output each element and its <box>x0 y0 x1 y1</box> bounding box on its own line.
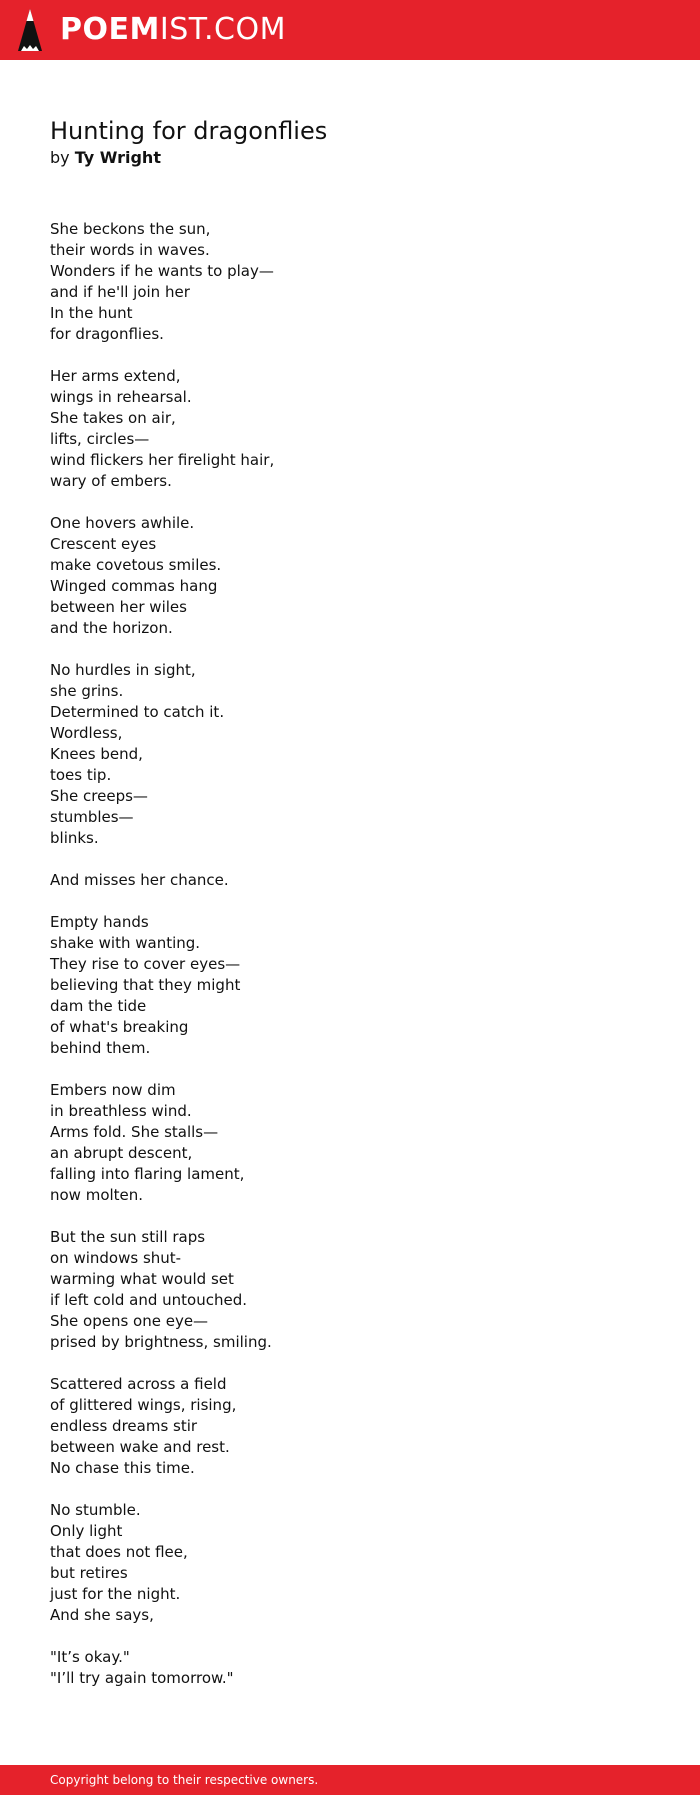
poem-line: just for the night. <box>50 1585 181 1603</box>
poem-line: She opens one eye— <box>50 1312 209 1330</box>
poem-line: Winged commas hang <box>50 577 218 595</box>
poem-line: No stumble. <box>50 1501 141 1519</box>
poem-line: No hurdles in sight, <box>50 661 196 679</box>
poem-line: falling into flaring lament, <box>50 1165 245 1183</box>
poem-body <box>50 219 650 1710</box>
poem-line: wind flickers her firelight hair, <box>50 451 275 469</box>
logo-bold-text: POEM <box>60 12 160 47</box>
poem-line: Wordless, <box>50 724 123 742</box>
poem-line: and if he'll join her <box>50 283 190 301</box>
poem-line: In the hunt <box>50 304 133 322</box>
poem-line: She creeps— <box>50 787 148 805</box>
poem-line: she grins. <box>50 682 124 700</box>
poem-line: but retires <box>50 1564 128 1582</box>
poem-line: She beckons the sun, <box>50 220 211 238</box>
poem-line: in breathless wind. <box>50 1102 192 1120</box>
logo-light-text: IST.COM <box>159 12 286 47</box>
poem-line: Scattered across a field <box>50 1375 227 1393</box>
poem-line: between her wiles <box>50 598 187 616</box>
poem-line: make covetous smiles. <box>50 556 222 574</box>
poem-line: on windows shut- <box>50 1249 182 1267</box>
poem-stanza <box>50 1500 650 1626</box>
poem-line: if left cold and untouched. <box>50 1291 247 1309</box>
poem-stanza <box>50 1647 650 1689</box>
poem-line: blinks. <box>50 829 99 847</box>
poem-line: warming what would set <box>50 1270 234 1288</box>
site-logo[interactable] <box>60 13 286 47</box>
poem-byline <box>50 146 161 170</box>
poem-line: wary of embers. <box>50 472 172 490</box>
poem-line: that does not flee, <box>50 1543 188 1561</box>
pencil-logo-icon[interactable] <box>18 9 42 51</box>
poem-line: Determined to catch it. <box>50 703 225 721</box>
poem-line: dam the tide <box>50 997 147 1015</box>
poem-stanza <box>50 513 650 639</box>
poem-line: Crescent eyes <box>50 535 157 553</box>
poem-line: Wonders if he wants to play— <box>50 262 274 280</box>
poem-line: Her arms extend, <box>50 367 181 385</box>
site-header <box>0 0 700 60</box>
poem-stanza <box>50 660 650 849</box>
poem-line: of glittered wings, rising, <box>50 1396 237 1414</box>
poem-line: between wake and rest. <box>50 1438 230 1456</box>
poem-line: Knees bend, <box>50 745 143 763</box>
poem-line: toes tip. <box>50 766 112 784</box>
poem-line: And misses her chance. <box>50 871 229 889</box>
poem-line: lifts, circles— <box>50 430 150 448</box>
poem-stanza <box>50 870 650 891</box>
poem-line: Only light <box>50 1522 123 1540</box>
poem-line: She takes on air, <box>50 409 176 427</box>
poem-stanza <box>50 912 650 1059</box>
poem-line: prised by brightness, smiling. <box>50 1333 272 1351</box>
poem-stanza <box>50 219 650 345</box>
poem-line: shake with wanting. <box>50 934 201 952</box>
poem-line: Arms fold. She stalls— <box>50 1123 219 1141</box>
poem-line: "It’s okay." <box>50 1648 130 1666</box>
poem-line: One hovers awhile. <box>50 514 195 532</box>
poem-line: No chase this time. <box>50 1459 195 1477</box>
poem-stanza <box>50 1080 650 1206</box>
poem-line: But the sun still raps <box>50 1228 206 1246</box>
copyright-text: Copyright belong to their respective owners. <box>50 1773 319 1787</box>
poem-line: They rise to cover eyes— <box>50 955 241 973</box>
poem-line: of what's breaking <box>50 1018 189 1036</box>
poem-line: "I’ll try again tomorrow." <box>50 1669 234 1687</box>
by-label: by <box>50 148 70 167</box>
poem-line: believing that they might <box>50 976 241 994</box>
poem-line: an abrupt descent, <box>50 1144 193 1162</box>
poem-line: endless dreams stir <box>50 1417 198 1435</box>
author-name: Ty Wright <box>74 148 161 167</box>
site-footer <box>0 1765 700 1795</box>
poem-stanza <box>50 1374 650 1479</box>
poem-line: And she says, <box>50 1606 154 1624</box>
poem-stanza <box>50 366 650 492</box>
poem-line: their words in waves. <box>50 241 210 259</box>
poem-line: and the horizon. <box>50 619 173 637</box>
poem-line: behind them. <box>50 1039 151 1057</box>
poem-stanza <box>50 1227 650 1353</box>
poem-line: stumbles— <box>50 808 134 826</box>
poem-line: Empty hands <box>50 913 149 931</box>
poem-line: Embers now dim <box>50 1081 176 1099</box>
poem-line: wings in rehearsal. <box>50 388 192 406</box>
poem-line: now molten. <box>50 1186 144 1204</box>
poem-title: Hunting for dragonflies <box>50 117 328 145</box>
poem-line: for dragonflies. <box>50 325 164 343</box>
